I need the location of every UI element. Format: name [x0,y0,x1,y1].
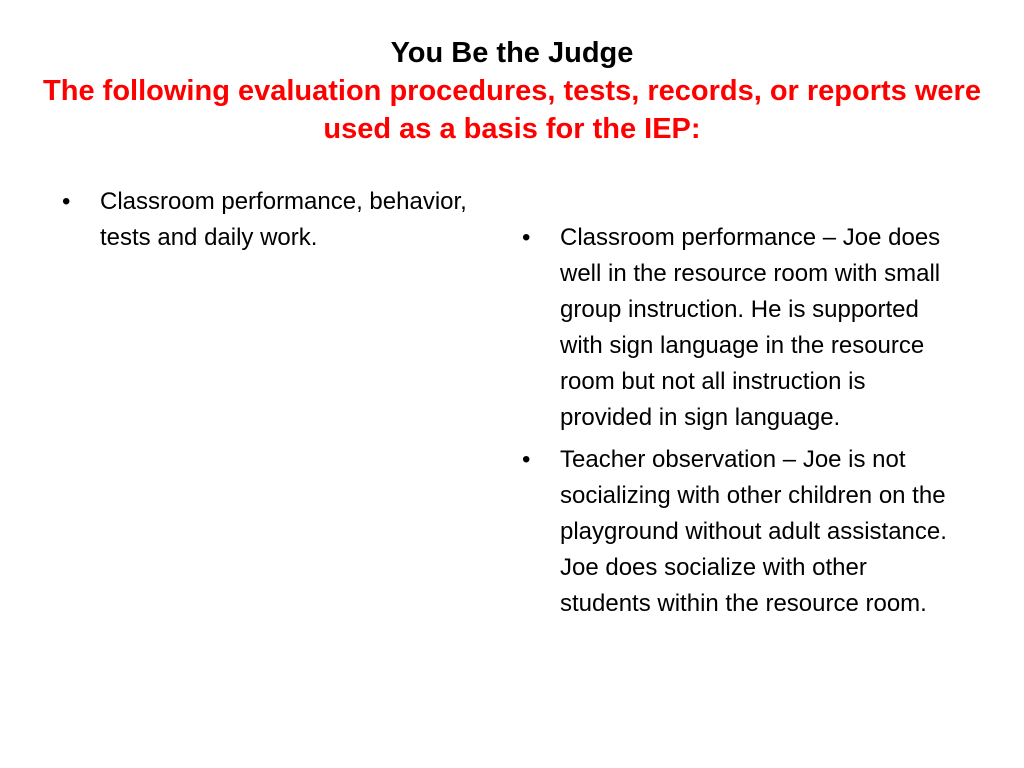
slide-title-block [40,34,984,148]
right-column [522,220,962,628]
slide-subtitle: The following evaluation procedures, tests, records, or reports were used as a basis for the IEP: [43,75,981,145]
bullet-icon: • [522,224,531,251]
left-column [62,184,502,262]
list-item [522,220,962,436]
left-bullet-list [62,184,502,256]
list-item [522,442,962,622]
list-item-text: Classroom performance – Joe does well in the resource room with small group instruction. He is supported with sign language in the resource room but not all instruction is provided in sign language. [560,224,941,431]
right-bullet-list [522,220,962,622]
list-item-text: Classroom performance, behavior, tests and daily work. [100,188,467,251]
slide-title: You Be the Judge [390,37,634,69]
bullet-icon: • [522,446,531,473]
bullet-icon: • [62,188,71,215]
list-item-text: Teacher observation – Joe is not socializing with other children on the playground without adult assistance. Joe does socialize with other students within the resource room. [560,446,947,617]
list-item [62,184,502,256]
